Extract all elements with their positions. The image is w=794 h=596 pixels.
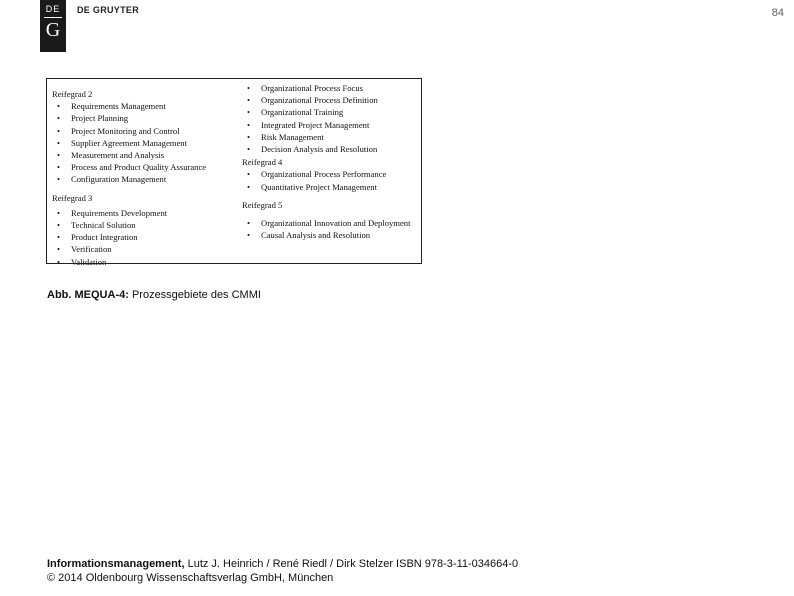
process-area-item: • Requirements Development (52, 207, 242, 219)
process-area-item: • Organizational Process Performance (242, 168, 417, 180)
process-area-item: • Verification (52, 243, 242, 255)
process-area-item: • Process and Product Quality Assurance (52, 161, 242, 173)
caption-label: Abb. MEQUA-4: (47, 289, 129, 301)
process-area-item: • Requirements Management (52, 100, 242, 112)
publisher-name: DE GRUYTER (77, 5, 140, 15)
process-area-item: • Causal Analysis and Resolution (242, 229, 417, 241)
logo-bottom-text: G (45, 19, 61, 41)
process-area-list (242, 168, 417, 192)
process-area-item: • Supplier Agreement Management (52, 137, 242, 149)
page-number: 84 (771, 7, 784, 19)
figure-left-column (52, 88, 242, 268)
book-title: Informationsmanagement, (47, 558, 185, 570)
citation-line (47, 557, 518, 571)
logo-top-text: DE (45, 4, 61, 14)
figure-right-column (242, 82, 417, 241)
process-area-item: • Measurement and Analysis (52, 149, 242, 161)
process-area-item: • Organizational Innovation and Deployment (242, 217, 417, 229)
de-gruyter-logo (40, 0, 66, 52)
maturity-level-heading: Reifegrad 3 (52, 192, 93, 203)
cmmi-process-areas-figure (46, 78, 422, 267)
process-area-item: • Project Planning (52, 112, 242, 124)
process-area-list (52, 207, 242, 268)
process-area-item: • Project Monitoring and Control (52, 125, 242, 137)
logo-divider (44, 17, 62, 18)
maturity-level-heading: Reifegrad 2 (52, 89, 93, 99)
maturity-level-heading: Reifegrad 4 (242, 157, 283, 168)
process-area-list (242, 217, 417, 241)
caption-text: Prozessgebiete des CMMI (128, 289, 261, 301)
process-area-list (242, 82, 417, 155)
process-area-item: • Decision Analysis and Resolution (242, 143, 417, 155)
process-area-item: • Integrated Project Management (242, 119, 417, 131)
citation-footer (47, 557, 518, 585)
maturity-level-heading: Reifegrad 5 (242, 199, 283, 210)
process-area-item: • Validation (52, 256, 242, 268)
process-area-item: • Product Integration (52, 231, 242, 243)
process-area-item: • Quantitative Project Management (242, 181, 417, 193)
copyright-line: © 2014 Oldenbourg Wissenschaftsverlag GmbH, München (47, 572, 334, 584)
process-area-item: • Organizational Process Definition (242, 94, 417, 106)
process-area-list (52, 100, 242, 185)
process-area-item: • Risk Management (242, 131, 417, 143)
process-area-item: • Organizational Training (242, 106, 417, 118)
process-area-item: • Organizational Process Focus (242, 82, 417, 94)
process-area-item: • Technical Solution (52, 219, 242, 231)
book-authors-isbn: Lutz J. Heinrich / René Riedl / Dirk Stelzer ISBN 978-3-11-034664-0 (184, 558, 519, 570)
figure-caption (47, 289, 261, 301)
process-area-item: • Configuration Management (52, 173, 242, 185)
